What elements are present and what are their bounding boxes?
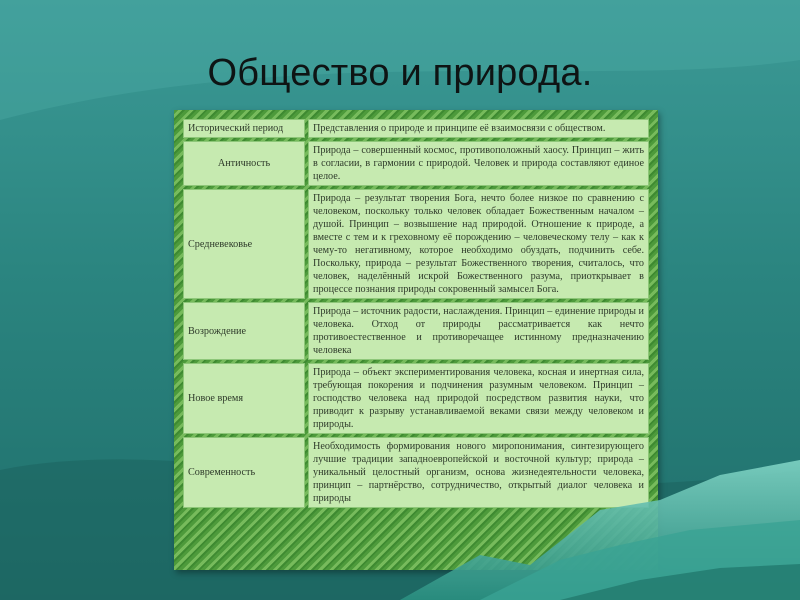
- table-row: [183, 302, 649, 360]
- row-text: Природа – объект экспериментирования человека, косная и инертная сила, требующая покорения и подчинения разумным человеком. Принцип – господство человека над природой посредством развития науки, что приводит к разрыву устанавливаемой веками связи между человеком и природы.: [308, 363, 649, 434]
- row-period: Средневековье: [183, 189, 305, 299]
- decorative-hills-image: [360, 440, 800, 600]
- row-period: Современность: [183, 437, 305, 508]
- row-text: Необходимость формирования нового миропонимания, синтезирующего лучшие традиции западноевропейской и восточной культур; природа – уникальный целостный организм, основа жизнедеятельности человека, принцип – партнёрство, сотрудничество, открытый диалог человека и природы: [308, 437, 649, 508]
- row-period: Возрождение: [183, 302, 305, 360]
- slide-title: Общество и природа.: [207, 52, 593, 94]
- row-text: Природа – источник радости, наслаждения. Принцип – единение природы и человека. Отход от природы рассматривается как нечто противоестественное и противоречащее истинному предназначению человека: [308, 302, 649, 360]
- row-period: Новое время: [183, 363, 305, 434]
- row-period: Античность: [183, 141, 305, 186]
- table-header-row: [183, 119, 649, 138]
- table-row: [183, 189, 649, 299]
- header-idea: Представления о природе и принципе её взаимосвязи с обществом.: [308, 119, 649, 138]
- table-row: [183, 363, 649, 434]
- row-text: Природа – совершенный космос, противоположный хаосу. Принцип – жить в согласии, в гармонии с природой. Человек и природа составляют единое целое.: [308, 141, 649, 186]
- row-text: Природа – результат творения Бога, нечто более низкое по сравнению с человеком, поскольку только человек обладает Божественным началом – душой. Принцип – возвышение над природой. Отношение к природе, а вместе с тем и к греховному её порождению – человеческому телу – как к чему-то негативному, которое необходимо обуздать, подчинить себе. Поскольку, природа – результат Божественного творения, считалось, что человек, наделённый искрой Божественного разума, приоткрывает в процессе познания природы сокровенный замысел Бога.: [308, 189, 649, 299]
- table-row: [183, 141, 649, 186]
- header-period: Исторический период: [183, 119, 305, 138]
